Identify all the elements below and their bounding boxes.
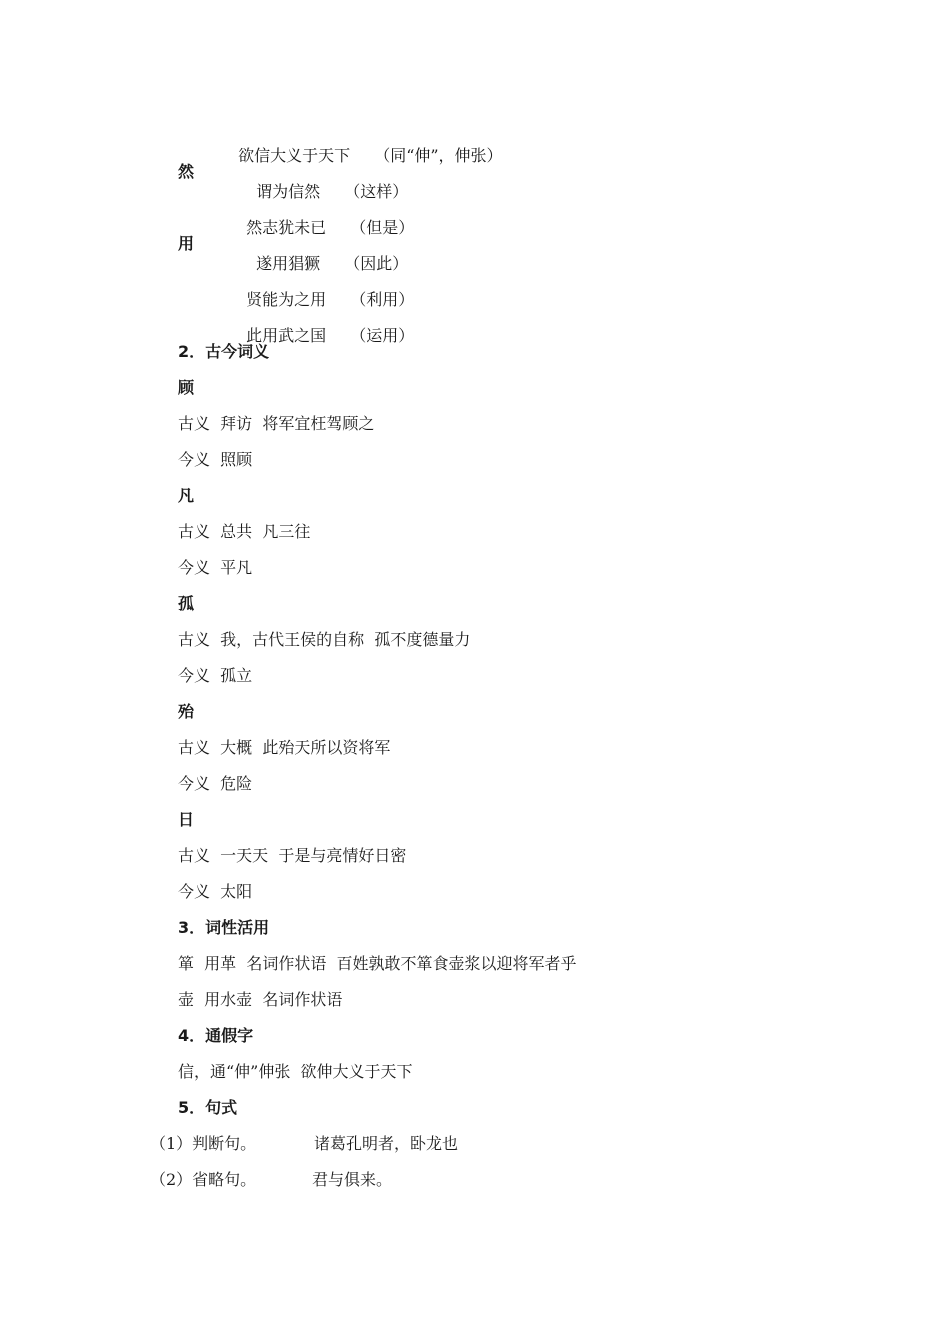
sentence-pattern-label: （2）省略句。: [150, 1170, 257, 1189]
term-ancient-meaning: 古义 大概 此殆天所以资将军: [178, 738, 391, 757]
term-ancient-meaning: 古义 拜访 将军宜枉驾顾之: [178, 414, 375, 433]
usage-head-ran: 然: [178, 162, 195, 181]
usage-head-yong: 用: [178, 234, 195, 253]
usage-example: 谓为信然: [256, 182, 321, 201]
part-of-speech-line: 壶 用水壶 名词作状语: [178, 990, 343, 1009]
usage-example: 欲信大义于天下: [238, 146, 351, 165]
usage-row-4: [246, 234, 409, 273]
usage-meaning: （但是）: [350, 218, 415, 237]
usage-example: 此用武之国: [246, 326, 327, 345]
usage-meaning: （运用）: [350, 326, 415, 345]
usage-meaning: （利用）: [350, 290, 415, 309]
usage-meaning: （因此）: [344, 254, 409, 273]
usage-example: 然志犹未已: [246, 218, 327, 237]
loan-character-line: 信，通“伸”伸张 欲伸大义于天下: [178, 1062, 413, 1081]
term-modern-meaning: 今义 平凡: [178, 558, 253, 577]
term-word: 顾: [178, 378, 195, 397]
usage-meaning: （这样）: [344, 182, 409, 201]
usage-row-3: [236, 198, 415, 237]
section-4-title: 4．通假字: [178, 1026, 254, 1045]
sentence-pattern-example: 君与俱来。: [312, 1170, 393, 1189]
usage-row-6: [236, 306, 415, 345]
part-of-speech-line: 箪 用革 名词作状语 百姓孰敢不箪食壶浆以迎将军者乎: [178, 954, 577, 973]
term-ancient-meaning: 古义 我，古代王侯的自称 孤不度德量力: [178, 630, 471, 649]
term-modern-meaning: 今义 太阳: [178, 882, 253, 901]
term-word: 殆: [178, 702, 195, 721]
usage-example: 遂用猖獗: [256, 254, 321, 273]
term-modern-meaning: 今义 照顾: [178, 450, 253, 469]
usage-row-5: [236, 270, 415, 309]
term-word: 凡: [178, 486, 195, 505]
term-ancient-meaning: 古义 总共 凡三往: [178, 522, 311, 541]
sentence-pattern-label: （1）判断句。: [150, 1134, 257, 1153]
term-modern-meaning: 今义 孤立: [178, 666, 253, 685]
usage-row-1: [228, 126, 503, 165]
term-word: 日: [178, 810, 195, 829]
sentence-pattern-example: 诸葛孔明者，卧龙也: [314, 1134, 459, 1153]
usage-meaning: （同“伸”，伸张）: [374, 146, 503, 165]
section-5-title: 5．句式: [178, 1098, 238, 1117]
section-3-title: 3．词性活用: [178, 918, 270, 937]
usage-example: 贤能为之用: [246, 290, 327, 309]
term-modern-meaning: 今义 危险: [178, 774, 253, 793]
section-2-title: 2．古今词义: [178, 342, 270, 361]
usage-row-2: [246, 162, 409, 201]
term-ancient-meaning: 古义 一天天 于是与亮情好日密: [178, 846, 407, 865]
term-word: 孤: [178, 594, 195, 613]
